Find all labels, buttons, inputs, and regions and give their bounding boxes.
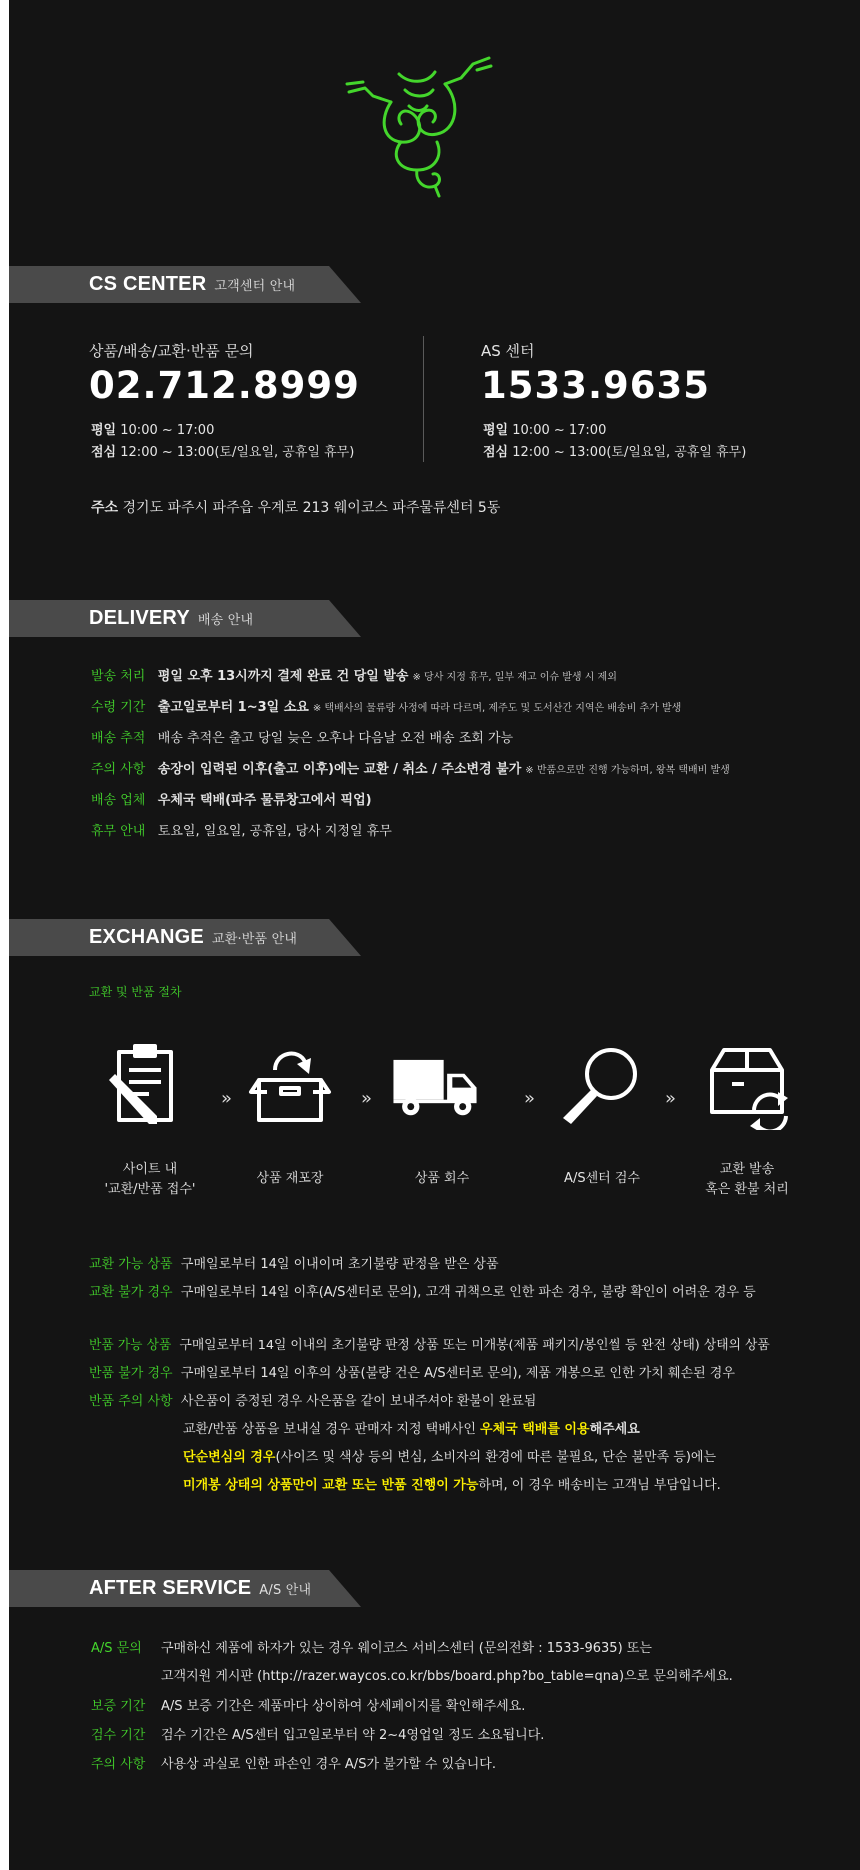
delivery-row — [91, 696, 681, 715]
exchange-header — [9, 919, 361, 956]
after-service-title — [89, 1577, 311, 1600]
exchange-notice — [183, 1474, 721, 1493]
cs-address — [91, 497, 500, 517]
notice-highlight: 우체국 택배를 이용 — [480, 1422, 590, 1437]
delivery-row — [91, 758, 730, 777]
cs-divider — [423, 336, 424, 462]
delivery-row-note: ※ 당사 지정 휴무, 일부 재고 이슈 발생 시 제외 — [412, 672, 617, 683]
exchange-subtitle: 교환·반품 안내 — [211, 932, 298, 947]
exchange-title — [89, 926, 297, 949]
razer-snake-logo-icon — [339, 50, 499, 200]
notice-highlight: 단순변심의 경우 — [183, 1450, 276, 1465]
exchange-row-label: 교환 가능 상품 — [89, 1257, 173, 1272]
exchange-row-text: 구매일로부터 14일 이후(A/S센터로 문의), 고객 귀책으로 인한 파손 경우, 불량 확인이 어려운 경우 등 — [180, 1285, 756, 1300]
step-chevron: » — [361, 1088, 373, 1109]
delivery-title — [89, 607, 253, 630]
exchange-row-text: 구매일로부터 14일 이내의 초기불량 판정 상품 또는 미개봉(제품 패키지/봉인씰 등 완전 상태) 상태의 상품 — [179, 1338, 770, 1353]
cs-address-label: 주소 — [91, 500, 119, 516]
notice-text: (사이즈 및 색상 등의 변심, 소비자의 환경에 따른 불필요, 단순 불만족 등)에는 — [275, 1450, 717, 1465]
as-row-label: 보증 기간 — [91, 1699, 146, 1714]
cs-left-hours-label: 평일 — [91, 423, 117, 438]
exchange-row — [89, 1362, 735, 1381]
exchange-notice — [183, 1446, 716, 1465]
delivery-row-text: 배송 추적은 출고 당일 늦은 오후나 다음날 오전 배송 조회 가능 — [157, 731, 514, 746]
delivery-row-label: 배송 추적 — [91, 731, 146, 746]
cs-right-lunch-value: 12:00 ~ 13:00(토/일요일, 공휴일 휴무) — [512, 445, 747, 460]
delivery-row — [91, 665, 617, 684]
notice-text: 하며, 이 경우 배송비는 고객님 부담입니다. — [478, 1478, 721, 1493]
page — [9, 0, 860, 1870]
notice-text: 해주세요 — [589, 1422, 640, 1437]
delivery-title-text: DELIVERY — [89, 607, 190, 629]
cs-right-lunch — [483, 441, 746, 460]
as-row-text[interactable]: 고객지원 게시판 (http://razer.waycos.co.kr/bbs/board.php?bo_table=qna)으로 문의해주세요. — [161, 1669, 733, 1684]
exchange-row-text: 구매일로부터 14일 이후의 상품(불량 건은 A/S센터로 문의), 제품 개봉으로 인한 가치 훼손된 경우 — [180, 1366, 735, 1381]
cs-left-label: 상품/배송/교환·반품 문의 — [89, 342, 254, 360]
cs-right-hours — [483, 419, 606, 438]
after-service-header — [9, 1570, 361, 1607]
step-label: 교환 발송 혹은 환불 처리 — [705, 1162, 789, 1197]
as-row-text: A/S 보증 기간은 제품마다 상이하여 상세페이지를 확인해주세요. — [161, 1699, 526, 1714]
magnifier-icon — [557, 1040, 647, 1130]
delivery-row-text: 우체국 택배(파주 물류창고에서 픽업) — [157, 793, 372, 808]
delivery-truck-icon — [390, 1040, 480, 1130]
notice-highlight: 미개봉 상태의 상품만이 교환 또는 반품 진행이 가능 — [183, 1478, 479, 1493]
as-row-text: 구매하신 제품에 하자가 있는 경우 웨이코스 서비스센터 (문의전화 : 1533-9635) 또는 — [161, 1641, 652, 1656]
step-label: 상품 회수 — [414, 1171, 470, 1186]
cs-left-phone[interactable]: 02.712.8999 — [89, 364, 360, 407]
delivery-row-label: 주의 사항 — [91, 762, 146, 777]
cs-right-lunch-label: 점심 — [483, 445, 509, 460]
delivery-row-text: 출고일로부터 1~3일 소요 — [157, 700, 309, 715]
delivery-row — [91, 727, 513, 746]
cs-left-lunch-value: 12:00 ~ 13:00(토/일요일, 공휴일 휴무) — [120, 445, 355, 460]
cs-right-phone[interactable]: 1533.9635 — [481, 364, 711, 407]
step-label: 사이트 내 '교환/반품 접수' — [104, 1162, 196, 1197]
cs-center-header — [9, 266, 361, 303]
step-chevron: » — [665, 1088, 677, 1109]
box-repack-icon — [245, 1040, 335, 1130]
exchange-row — [89, 1390, 536, 1409]
as-row-text: 검수 기간은 A/S센터 입고일로부터 약 2~4영업일 정도 소요됩니다. — [161, 1728, 545, 1743]
cs-address-value: 경기도 파주시 파주읍 우계로 213 웨이코스 파주물류센터 5동 — [122, 500, 501, 516]
cs-left-hours — [91, 419, 214, 438]
delivery-row-note: ※ 택배사의 물류량 사정에 따라 다르며, 제주도 및 도서산간 지역은 배송비 추가 발생 — [312, 703, 682, 714]
delivery-row — [91, 789, 372, 808]
exchange-row-label: 반품 주의 사항 — [89, 1394, 173, 1409]
delivery-row-label: 발송 처리 — [91, 669, 146, 684]
delivery-header — [9, 600, 361, 637]
step-chevron: » — [221, 1088, 233, 1109]
delivery-row — [91, 820, 392, 839]
as-row-label: A/S 문의 — [91, 1641, 142, 1656]
cs-right-hours-label: 평일 — [483, 423, 509, 438]
delivery-row-label: 휴무 안내 — [91, 824, 146, 839]
exchange-row-label: 반품 가능 상품 — [89, 1338, 172, 1353]
exchange-row — [89, 1334, 770, 1353]
delivery-subtitle: 배송 안내 — [197, 613, 254, 628]
delivery-row-label: 수령 기간 — [91, 700, 146, 715]
after-service-subtitle: A/S 안내 — [259, 1583, 312, 1598]
as-row-text: 사용상 과실로 인한 파손인 경우 A/S가 불가할 수 있습니다. — [161, 1757, 496, 1772]
as-row-label: 주의 사항 — [91, 1757, 146, 1772]
cs-center-title — [89, 273, 295, 296]
delivery-row-text: 토요일, 일요일, 공휴일, 당사 지정일 휴무 — [157, 824, 392, 839]
cs-left-hours-value: 10:00 ~ 17:00 — [120, 423, 215, 438]
notice-text: 교환/반품 상품을 보내실 경우 판매자 지정 택배사인 — [183, 1422, 481, 1437]
cs-right-hours-value: 10:00 ~ 17:00 — [512, 423, 607, 438]
delivery-row-text: 평일 오후 13시까지 결제 완료 건 당일 발송 — [157, 669, 409, 684]
cs-left-lunch — [91, 441, 354, 460]
delivery-row-text: 송장이 입력된 이후(출고 이후)에는 교환 / 취소 / 주소변경 불가 — [157, 762, 522, 777]
exchange-row — [89, 1253, 499, 1272]
exchange-row-text: 구매일로부터 14일 이내이며 초기불량 판정을 받은 상품 — [180, 1257, 499, 1272]
step-chevron: » — [524, 1088, 536, 1109]
box-exchange-icon — [702, 1040, 792, 1130]
exchange-procedure-label: 교환 및 반품 절차 — [89, 985, 182, 999]
delivery-row-note: ※ 반품으로만 진행 가능하며, 왕복 택배비 발생 — [525, 765, 730, 776]
exchange-row-text: 사은품이 증정된 경우 사은품을 같이 보내주셔야 환불이 완료됨 — [180, 1394, 537, 1409]
cs-right-label: AS 센터 — [481, 342, 535, 360]
exchange-notice — [183, 1418, 640, 1437]
exchange-row — [89, 1281, 756, 1300]
as-row-label: 검수 기간 — [91, 1728, 146, 1743]
cs-left-lunch-label: 점심 — [91, 445, 117, 460]
exchange-row-label: 반품 불가 경우 — [89, 1366, 173, 1381]
cs-center-subtitle: 고객센터 안내 — [214, 279, 296, 294]
clipboard-pencil-icon — [105, 1040, 195, 1130]
cs-center-title-text: CS CENTER — [89, 273, 207, 295]
step-label: A/S센터 검수 — [564, 1171, 640, 1186]
exchange-row-label: 교환 불가 경우 — [89, 1285, 173, 1300]
exchange-title-text: EXCHANGE — [89, 926, 204, 948]
step-label: 상품 재포장 — [256, 1171, 324, 1186]
delivery-row-label: 배송 업체 — [91, 793, 146, 808]
after-service-title-text: AFTER SERVICE — [89, 1577, 252, 1599]
